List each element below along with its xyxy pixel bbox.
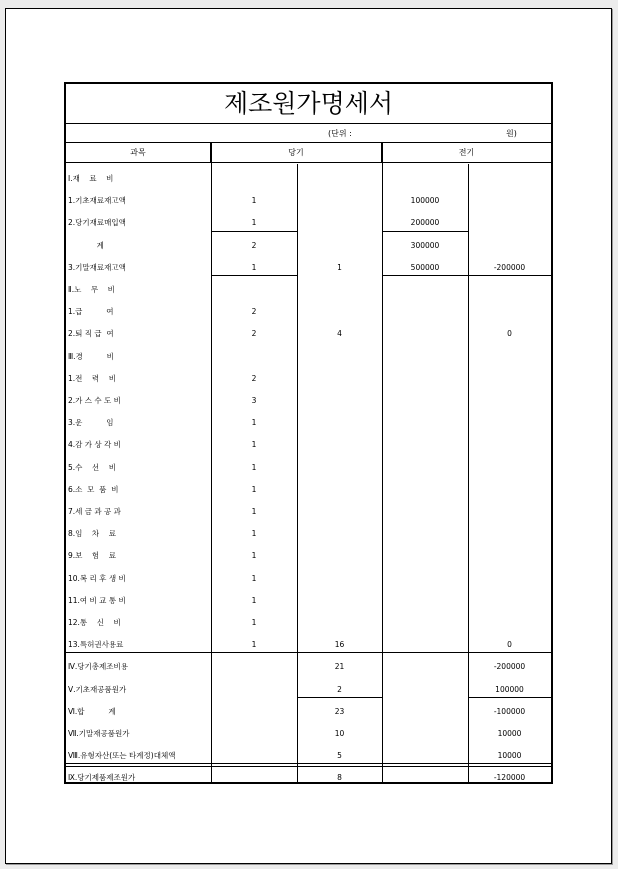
current-detail-value: 1 — [251, 618, 257, 627]
row-label: 3.기말재료재고액 — [68, 262, 126, 272]
current-detail-value: 1 — [251, 484, 257, 494]
header-current: 당기 — [211, 142, 382, 163]
current-detail-value: 2 — [251, 373, 257, 383]
row-label: 2.퇴 직 급 여 — [68, 329, 114, 339]
previous-total-value: -200000 — [493, 262, 526, 272]
current-total-value: 8 — [337, 773, 342, 783]
row-label: 1.전 력 비 — [68, 373, 116, 383]
current-total-value: 21 — [334, 662, 345, 672]
header-item: 과목 — [66, 142, 211, 163]
current-detail-value: 2 — [251, 329, 257, 339]
current-detail-value: 1 — [251, 462, 257, 472]
col-divider — [382, 142, 383, 782]
total-rule — [66, 763, 551, 764]
row-label: 5.수 선 비 — [68, 462, 116, 472]
previous-detail-value: 200000 — [410, 218, 440, 228]
row-label: 9.보 험 료 — [68, 551, 116, 561]
row-label: Ⅶ.기말재공품원가 — [68, 729, 130, 738]
row-label: 1.기초재료재고액 — [68, 196, 126, 206]
row-label: Ⅲ.경 비 — [68, 351, 114, 361]
previous-total-value: -200000 — [493, 662, 526, 672]
current-detail-value: 1 — [251, 640, 257, 650]
current-detail-value: 1 — [251, 440, 257, 450]
current-total-value: 23 — [334, 706, 345, 716]
subtotal-rule — [211, 231, 297, 232]
unit-row — [66, 123, 551, 143]
unit-label: (단위 : — [328, 129, 352, 138]
col-divider — [297, 164, 298, 782]
previous-total-value: 10000 — [497, 729, 522, 738]
previous-detail-value: 300000 — [410, 240, 440, 250]
row-label: 13.특허권사용료 — [68, 640, 124, 650]
row-label: Ⅷ.유형자산(또는 타계정)대체액 — [68, 751, 176, 761]
current-detail-value: 2 — [251, 240, 257, 250]
row-label: Ⅳ.당기총제조비용 — [68, 662, 129, 672]
previous-detail-value: 100000 — [410, 196, 440, 206]
row-label: 8.임 차 료 — [68, 529, 116, 539]
current-detail-value: 1 — [251, 529, 257, 539]
header-previous: 전기 — [382, 142, 551, 163]
row-label: Ⅸ.당기제품제조원가 — [68, 773, 136, 783]
row-label: 1.급 여 — [68, 307, 114, 317]
current-detail-value: 1 — [251, 573, 257, 583]
page-title: 제조원가명세서 — [66, 84, 551, 124]
current-detail-value: 2 — [251, 307, 257, 317]
row-label: Ⅵ.합 계 — [68, 706, 116, 716]
current-detail-value: 1 — [251, 196, 257, 206]
current-total-value: 1 — [337, 262, 342, 272]
previous-total-value: 10000 — [497, 751, 522, 761]
current-detail-value: 1 — [251, 418, 257, 428]
current-total-value: 2 — [337, 684, 342, 694]
col-divider — [468, 164, 469, 782]
section-rule — [382, 275, 468, 276]
current-total-value: 4 — [337, 329, 342, 339]
unit-suffix: 원) — [506, 129, 517, 138]
current-total-value: 10 — [334, 729, 345, 738]
row-label: 11.여 비 교 통 비 — [68, 595, 126, 605]
row-label: 10.복 리 후 생 비 — [68, 573, 126, 583]
sum-rule — [468, 697, 551, 698]
current-detail-value: 1 — [251, 507, 257, 516]
previous-total-value: 100000 — [495, 684, 524, 694]
current-detail-value: 1 — [251, 595, 257, 605]
previous-total-value: -100000 — [493, 706, 526, 716]
current-total-value: 16 — [334, 640, 345, 650]
row-label: Ⅰ.재 료 비 — [68, 174, 114, 183]
current-detail-value: 1 — [251, 262, 257, 272]
row-label: Ⅴ.기초재공품원가 — [68, 684, 127, 694]
current-total-value: 5 — [337, 751, 342, 761]
previous-total-value: -120000 — [493, 773, 526, 783]
previous-detail-value: 500000 — [410, 262, 440, 272]
current-detail-value: 1 — [251, 218, 257, 228]
section-rule — [66, 652, 551, 653]
row-label: 7.세 금 과 공 과 — [68, 507, 121, 516]
row-label: Ⅱ.노 무 비 — [68, 285, 115, 294]
sum-rule — [297, 697, 382, 698]
row-label: 6.소 모 품 비 — [68, 484, 119, 494]
manufacturing-cost-statement — [64, 82, 553, 784]
current-detail-value: 1 — [251, 551, 257, 561]
row-label: 2.가 스 수 도 비 — [68, 396, 121, 405]
row-label: 12.통 신 비 — [68, 618, 121, 627]
current-detail-value: 3 — [251, 396, 257, 405]
section-rule — [211, 275, 297, 276]
section-rule — [468, 275, 551, 276]
subtotal-rule — [382, 231, 468, 232]
total-rule — [66, 766, 551, 767]
row-label: 3.운 임 — [68, 418, 114, 428]
row-label: 계 — [68, 240, 104, 250]
previous-total-value: 0 — [507, 640, 512, 650]
col-divider — [211, 142, 212, 782]
row-label: 4.감 가 상 각 비 — [68, 440, 121, 450]
row-label: 2.당기재료매입액 — [68, 218, 126, 228]
previous-total-value: 0 — [507, 329, 512, 339]
